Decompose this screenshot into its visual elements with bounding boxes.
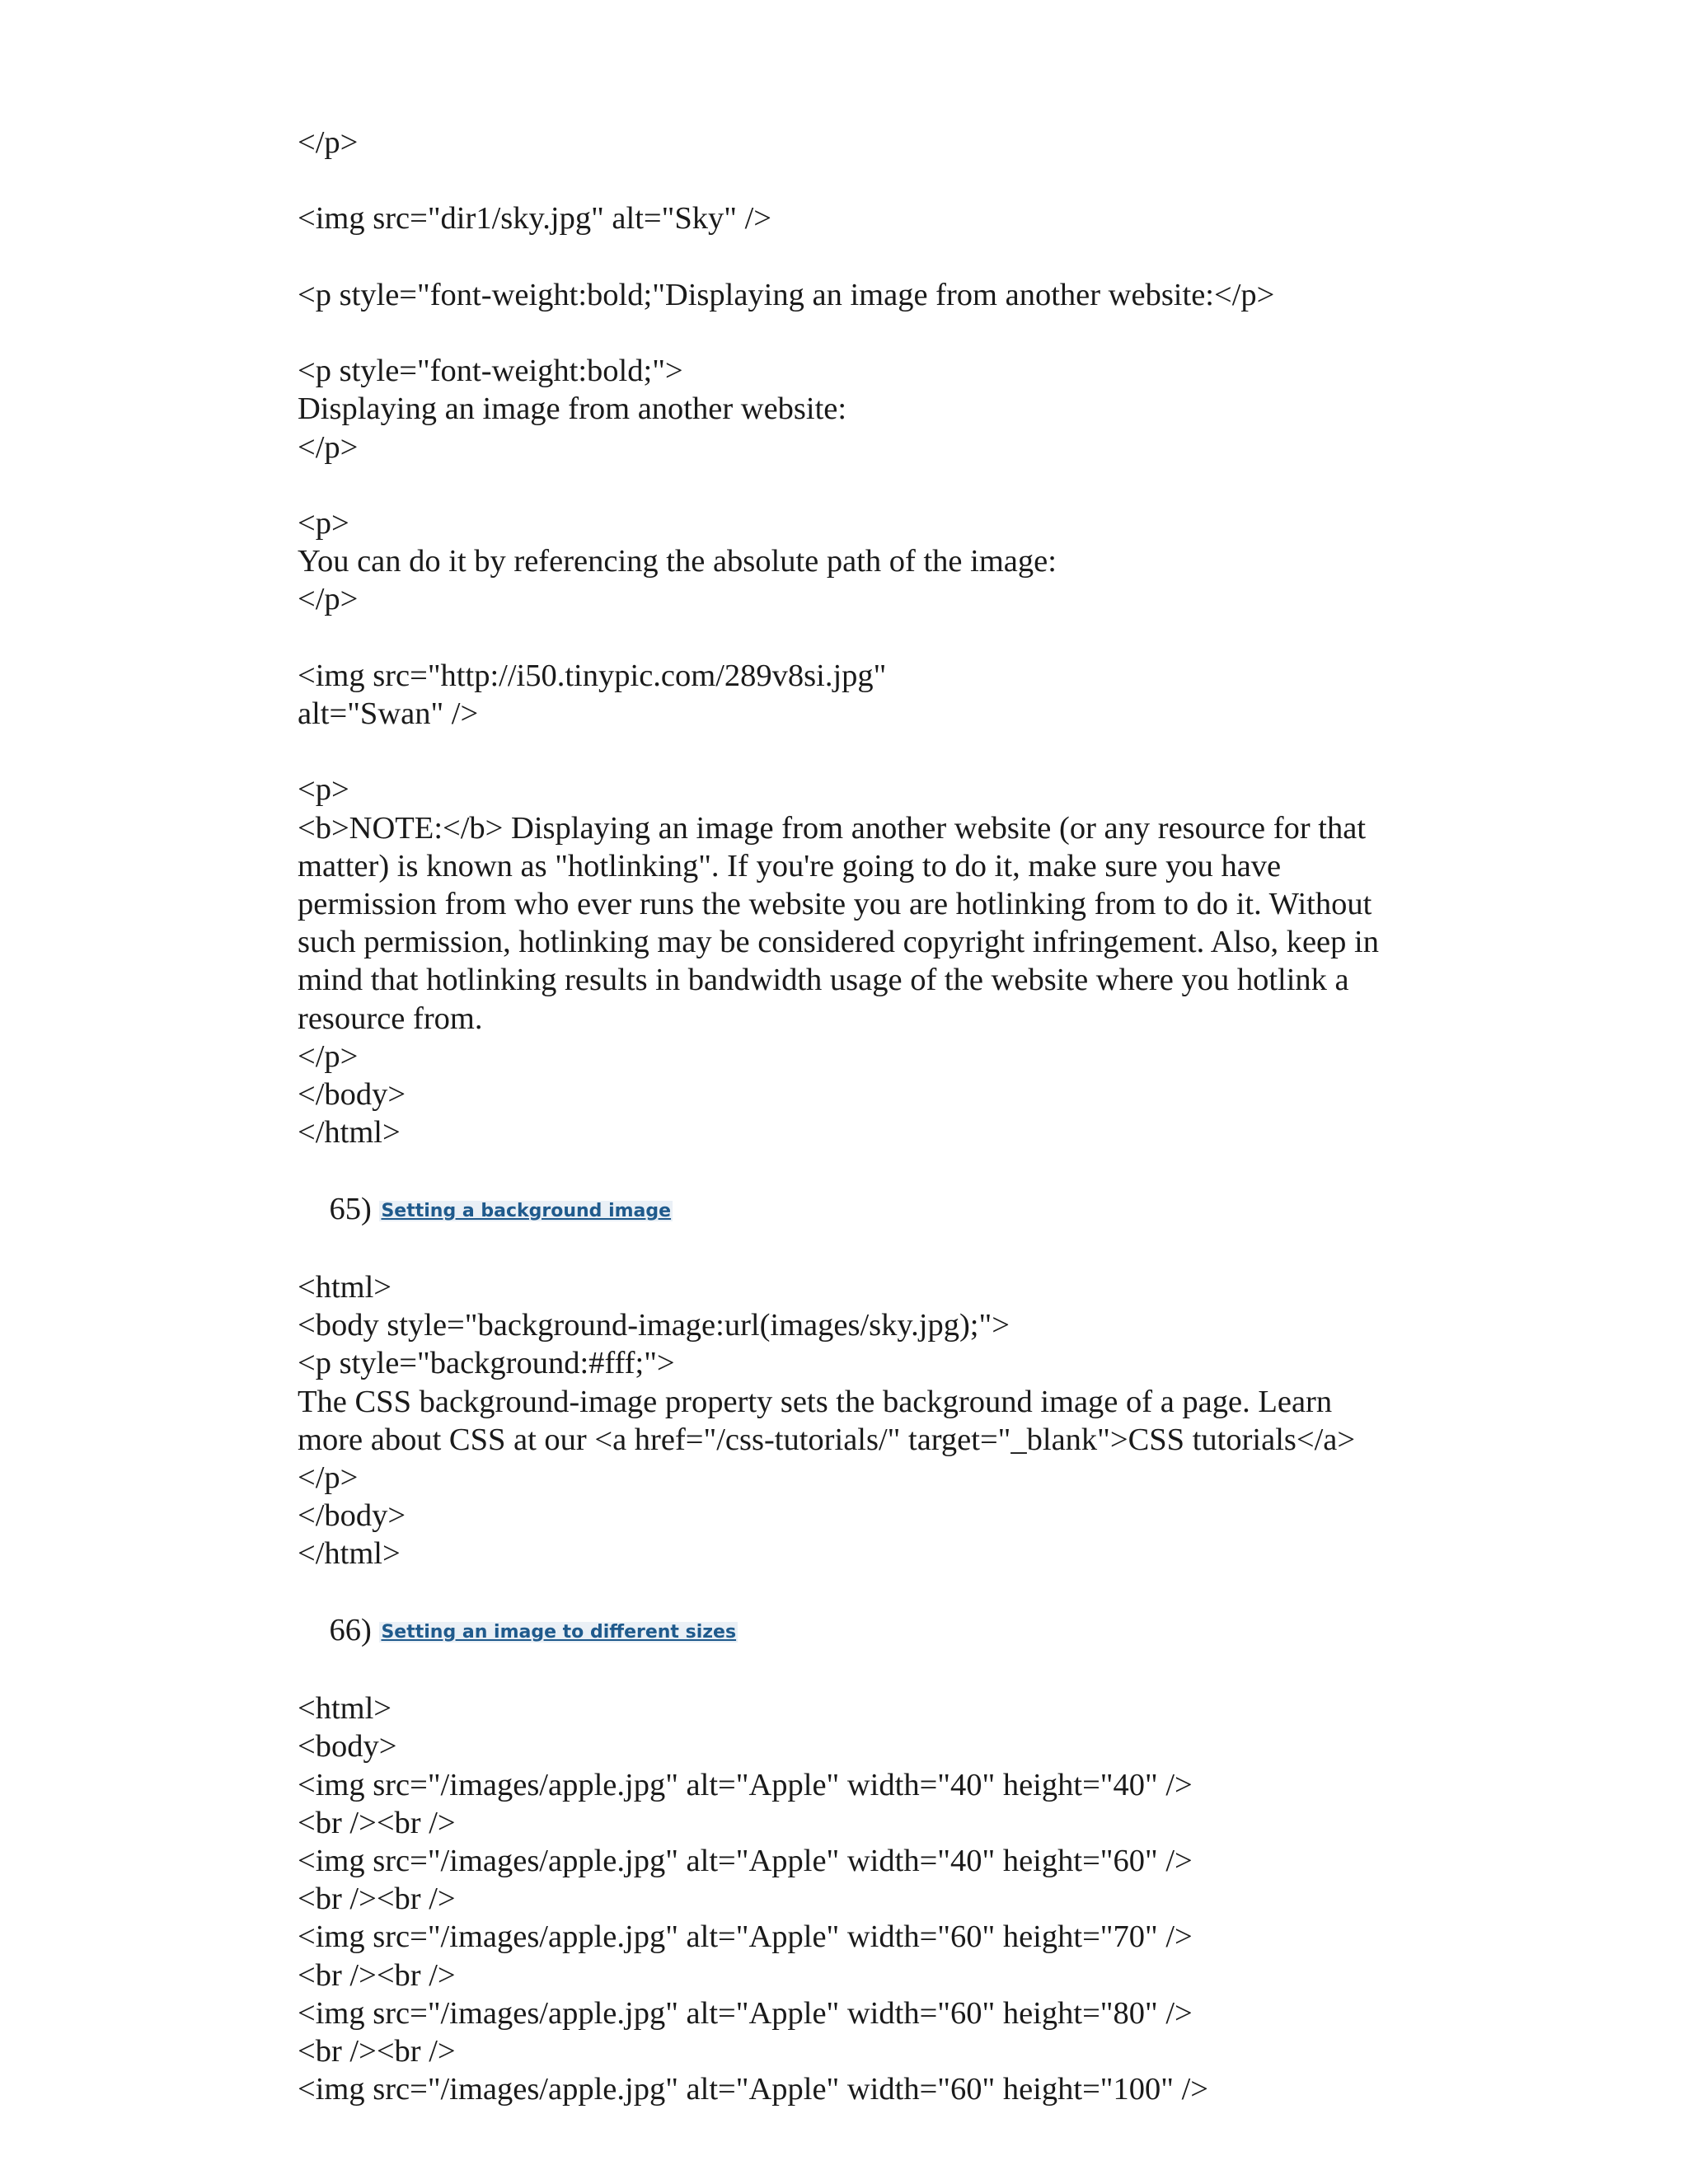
text-line: <img src="/images/apple.jpg" alt="Apple" width="60" height="70" /> [298, 1919, 1193, 1955]
section-number: 66) [329, 1612, 380, 1647]
text-line: <img src="http://i50.tinypic.com/289v8si.jpg" [298, 658, 887, 693]
code-block-1 [298, 124, 1451, 1151]
text-line: <b>NOTE:</b> Displaying an image from another website (or any resource for that [298, 810, 1367, 846]
text-line: <img src="/images/apple.jpg" alt="Apple" width="40" height="60" /> [298, 1844, 1193, 1879]
text-line: <p style="font-weight:bold;"> [298, 354, 683, 389]
blank-line [298, 314, 1451, 352]
text-line: </p> [298, 125, 359, 160]
text-line: </html> [298, 1536, 401, 1572]
text-line: <body> [298, 1729, 397, 1765]
section-number: 65) [329, 1191, 380, 1226]
text-line: <img src="/images/apple.jpg" alt="Apple" width="60" height="100" /> [298, 2072, 1208, 2107]
text-line: </body> [298, 1076, 406, 1112]
text-line: alt="Swan" /> [298, 696, 479, 731]
text-line: resource from. [298, 1001, 483, 1036]
code-block-3 [298, 1690, 1451, 2108]
blank-line [298, 466, 1451, 504]
text-line: <p> [298, 772, 349, 808]
blank-line [298, 619, 1451, 657]
text-line: </body> [298, 1498, 406, 1534]
blank-line [298, 238, 1451, 276]
text-line: </p> [298, 1460, 359, 1496]
text-line: such permission, hotlinking may be considered copyright infringement. Also, keep in [298, 925, 1379, 960]
section-heading-66 [298, 1573, 1451, 1690]
text-line: <img src="/images/apple.jpg" alt="Apple" width="60" height="80" /> [298, 1995, 1193, 2031]
text-line: more about CSS at our <a href="/css-tutorials/" target="_blank">CSS tutorials</a> [298, 1422, 1356, 1457]
blank-line [298, 733, 1451, 771]
text-line: </p> [298, 582, 359, 617]
text-line: Displaying an image from another website: [298, 391, 847, 427]
document-page [298, 124, 1451, 2108]
section-heading-65 [298, 1151, 1451, 1268]
text-line: <br /><br /> [298, 1805, 456, 1840]
text-line: <p style="font-weight:bold;"Displaying an image from another website:</p> [298, 277, 1275, 312]
text-line: The CSS background-image property sets the background image of a page. Learn [298, 1384, 1333, 1419]
text-line: </p> [298, 429, 359, 465]
text-line: <html> [298, 1691, 392, 1727]
text-line: <body style="background-image:url(images/sky.jpg);"> [298, 1308, 1010, 1343]
text-line: <p> [298, 505, 349, 541]
text-line: <br /><br /> [298, 1957, 456, 1993]
text-line: </html> [298, 1115, 401, 1151]
text-line: </p> [298, 1038, 359, 1074]
text-line: permission from who ever runs the website you are hotlinking from to do it. Without [298, 886, 1372, 921]
text-line: <br /><br /> [298, 1882, 456, 1917]
text-line: mind that hotlinking results in bandwidth usage of the website where you hotlink a [298, 963, 1349, 998]
text-line: <html> [298, 1270, 392, 1305]
text-line: You can do it by referencing the absolute path of the image: [298, 544, 1057, 579]
code-block-2 [298, 1268, 1451, 1573]
setting-image-sizes-link[interactable]: Setting an image to different sizes [381, 1621, 737, 1643]
setting-background-image-link[interactable]: Setting a background image [381, 1200, 672, 1221]
text-line: matter) is known as "hotlinking". If you're going to do it, make sure you have [298, 848, 1282, 883]
text-line: <img src="/images/apple.jpg" alt="Apple" width="40" height="40" /> [298, 1767, 1193, 1802]
text-line: <br /><br /> [298, 2034, 456, 2069]
blank-line [298, 162, 1451, 199]
text-line: <img src="dir1/sky.jpg" alt="Sky" /> [298, 201, 771, 237]
text-line: <p style="background:#fff;"> [298, 1346, 675, 1381]
